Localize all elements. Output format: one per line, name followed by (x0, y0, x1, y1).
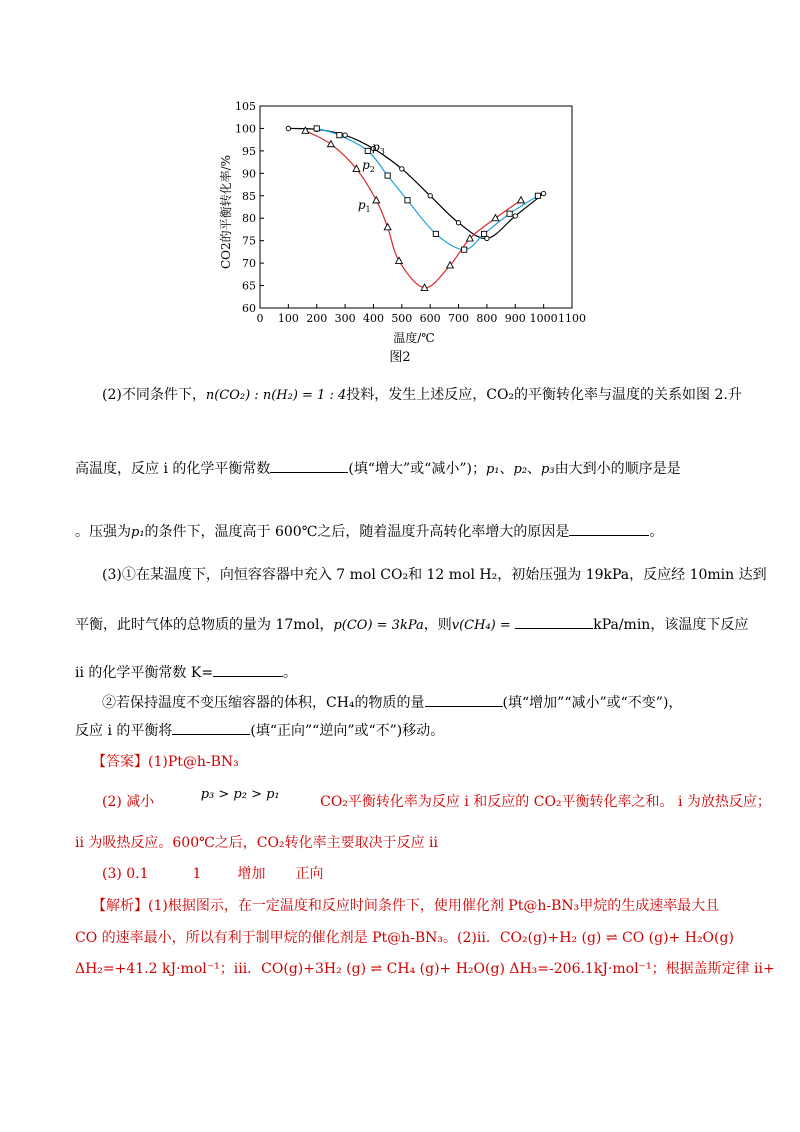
question-3-line3: ii 的化学平衡常数 K= 。 (75, 662, 297, 683)
chart-curves (288, 128, 543, 287)
point-p3 (286, 126, 290, 130)
series-line-p1 (305, 131, 521, 288)
question-2-line3: 。压强为p₁的条件下，温度高于 600℃之后，随着温度升高转化率增大的原因是 。 (75, 521, 663, 543)
y-tick-label: 65 (242, 279, 256, 293)
point-p1 (328, 141, 335, 147)
point-p1 (396, 257, 403, 263)
point-p2 (433, 231, 438, 236)
y-tick-label: 75 (242, 234, 256, 248)
ratio-formula: n(CO₂) : n(H₂) = 1 : 4 (205, 388, 347, 403)
x-tick-label: 1000 (529, 312, 558, 325)
y-tick-label: 60 (242, 302, 256, 315)
point-p3 (541, 191, 545, 195)
y-tick-label: 100 (235, 122, 256, 136)
point-p1 (384, 224, 391, 230)
series-label-p3: $p_3$ (372, 139, 385, 156)
chart-axes (235, 100, 586, 325)
explanation-line3: ΔH₂=+41.2 kJ·mol⁻¹；iii．CO(g)+3H₂ (g) ⇌ CH₄ (g)+ H₂O(g) ΔH₃=-206.1kJ·mol⁻¹；根据盖斯定律 ii+ (75, 961, 775, 977)
point-p3 (343, 133, 347, 137)
question-3-line5: 反应 i 的平衡将 (填“正向”“逆向”或“不”)移动。 (75, 720, 444, 741)
x-tick-label: 600 (419, 312, 441, 325)
point-p3 (456, 221, 460, 225)
point-p1 (492, 215, 499, 221)
series-line-p3 (288, 128, 543, 238)
answer-2: (2) 减小 p₃ > p₂ > p₁ CO₂平衡转化率为反应 i 和反应的 CO₂平衡转化率之和。 i 为放热反应； (102, 787, 771, 810)
answer-blank (425, 692, 503, 707)
series-label-p1: $p_1$ (357, 198, 371, 215)
question-2-line2: 高温度，反应 i 的化学平衡常数 (填“增大”或“减小”)；p₁、p₂、p₃由大到小的顺序是是 (75, 458, 681, 480)
figure-caption: 图2 (389, 350, 411, 365)
answer-1: 【答案】(1)Pt@h-BN₃ (92, 754, 239, 770)
point-p2 (507, 211, 512, 216)
explanation-line1: 【解析】(1)根据图示，在一定温度和反应时间条件下，使用催化剂 Pt@h-BN₃甲烷的生成速率最大且 (92, 898, 720, 914)
point-p2 (535, 193, 540, 198)
point-p2 (385, 173, 390, 178)
answer-3: (3) 0.1 1 增加 正向 (102, 866, 324, 882)
answer-blank (569, 521, 649, 536)
x-tick-label: 400 (362, 312, 384, 325)
x-tick-label: 800 (476, 312, 498, 325)
y-tick-label: 105 (235, 100, 256, 113)
y-tick-label: 85 (242, 189, 256, 203)
explanation-line2: CO 的速率最小，所以有利于制甲烷的催化剂是 Pt@h-BN₃。(2)ii．CO₂(g)+H₂ (g) ⇌ CO (g)+ H₂O(g) (75, 930, 734, 946)
x-tick-label: 1100 (558, 312, 586, 325)
x-tick-label: 200 (306, 312, 328, 325)
point-p2 (337, 133, 342, 138)
question-2-line1: (2)不同条件下，n(CO₂) : n(H₂) = 1 : 4投料，发生上述反应，CO₂的平衡转化率与温度的关系如图 2.升 (102, 387, 742, 403)
answer-blank (270, 458, 348, 473)
point-p3 (513, 214, 517, 218)
chart-markers (286, 126, 546, 291)
x-tick-label: 700 (448, 312, 470, 325)
point-p3 (428, 194, 432, 198)
point-p2 (314, 126, 319, 131)
plot-frame (260, 106, 572, 308)
answer-blank (213, 662, 283, 677)
x-tick-label: 500 (391, 312, 413, 325)
question-3-line4: ②若保持温度不变压缩容器的体积，CH₄的物质的量 (填“增加”“减小”或“不变”)， (102, 692, 682, 713)
point-p2 (481, 231, 486, 236)
x-tick-label: 100 (277, 312, 299, 325)
series-label-p2: $p_2$ (362, 157, 375, 174)
y-tick-label: 90 (242, 167, 256, 181)
x-tick-label: 0 (256, 312, 264, 325)
x-tick-label: 300 (334, 312, 356, 325)
point-p2 (405, 198, 410, 203)
point-p1 (373, 197, 380, 203)
answer-blank (515, 614, 593, 629)
conversion-chart (200, 92, 600, 347)
y-tick-label: 95 (242, 144, 256, 158)
x-axis-label: 温度/℃ (393, 331, 435, 345)
point-p2 (365, 148, 370, 153)
point-p2 (462, 247, 467, 252)
answer-2-cont: ii 为吸热反应。600℃之后，CO₂转化率主要取决于反应 ii (75, 835, 438, 851)
question-3-line2: 平衡，此时气体的总物质的量为 17mol，p(CO) = 3kPa，则v(CH₄) = kPa/min，该温度下反应 (75, 614, 748, 636)
y-tick-label: 70 (242, 257, 256, 271)
answer-blank (172, 720, 250, 735)
y-tick-label: 80 (242, 212, 256, 226)
point-p3 (400, 167, 404, 171)
series-line-p2 (317, 128, 538, 249)
point-p1 (518, 197, 525, 203)
question-3-line1: (3)①在某温度下，向恒容容器中充入 7 mol CO₂和 12 mol H₂，初始压强为 19kPa，反应经 10min 达到 (102, 567, 767, 583)
x-tick-label: 900 (504, 312, 526, 325)
y-axis-label: CO2的平衡转化率/% (219, 154, 233, 270)
